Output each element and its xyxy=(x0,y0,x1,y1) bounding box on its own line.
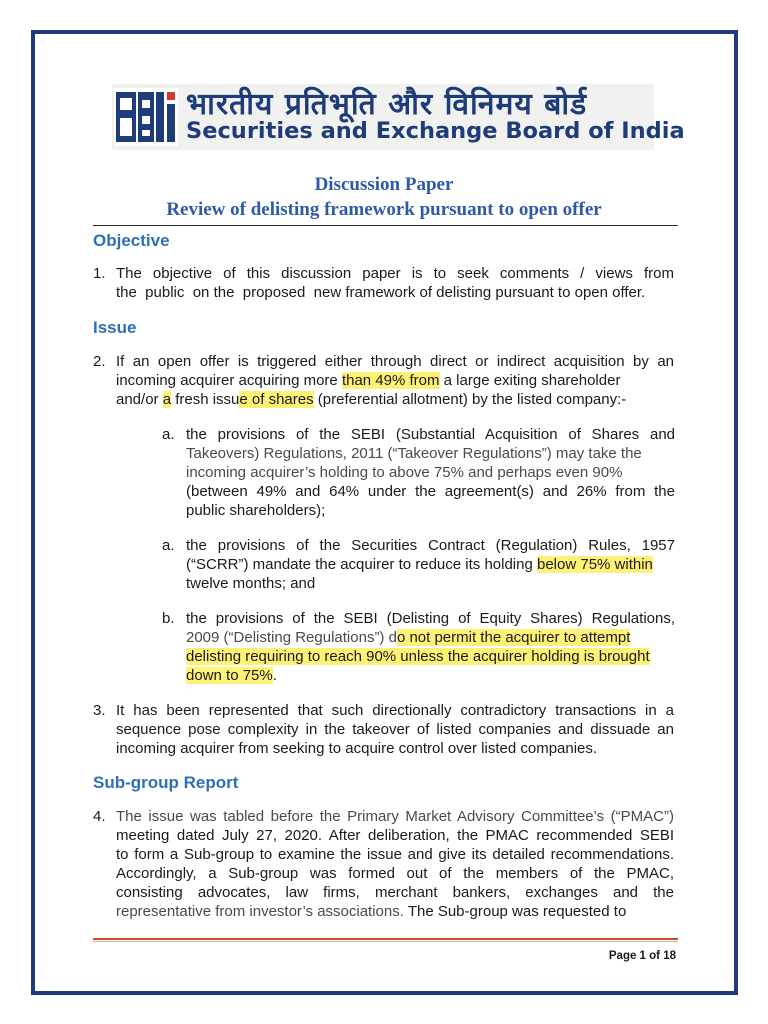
footer-divider xyxy=(93,938,678,940)
subitem-b-line-1: the provisions of the SEBI (Delisting of Equity Shares) Regulations, xyxy=(186,610,675,627)
para-4-line-4: Accordingly, a Sub-group was formed out of the members of the PMAC, xyxy=(116,865,674,882)
subitem-b-line-3 xyxy=(186,648,675,667)
subitem-a1-line-4: (between 49% and 64% under the agreement(s) and 26% from the xyxy=(186,483,675,500)
highlight: below 75% within xyxy=(537,556,653,573)
subitem-a1-line-5: public shareholders); xyxy=(186,502,326,519)
subitem-a2-line-1: the provisions of the Securities Contract (Regulation) Rules, 1957 xyxy=(186,537,675,554)
title-divider xyxy=(93,225,678,226)
subitem-b-line-4: down to 75%. xyxy=(186,667,277,684)
heading-issue: Issue xyxy=(93,318,137,337)
para-3-number: 3. xyxy=(93,702,106,719)
para-4-line-3: to form a Sub-group to examine the issue and give its detailed recommendations. xyxy=(116,846,674,863)
para-3-line-2: sequence pose complexity in the takeover of listed companies and dissuade an xyxy=(116,721,674,738)
para-3-line-3: incoming acquirer from seeking to acquire control over listed companies. xyxy=(116,740,598,757)
document-type-title: Discussion Paper xyxy=(314,174,454,195)
para-2-line-3: and/or a fresh issue of shares (preferential allotment) by the listed company:- xyxy=(116,391,627,408)
subitem-a2-line-3: twelve months; and xyxy=(186,575,316,592)
logo-hindi-text: भारतीय प्रतिभूति और विनिमय बोर्ड xyxy=(186,87,588,122)
heading-subgroup-report: Sub-group Report xyxy=(93,773,239,792)
document-title: Review of delisting framework pursuant to open offer xyxy=(166,199,602,220)
footer-divider-light xyxy=(93,941,678,942)
subitem-a1-line-2: Takeovers) Regulations, 2011 (“Takeover Regulations”) may take the xyxy=(186,445,642,462)
highlight: e of shares xyxy=(239,391,314,408)
highlight: o not permit the acquirer to attempt xyxy=(396,629,631,646)
para-1-number: 1. xyxy=(93,265,106,282)
logo-english-text: Securities and Exchange Board of India xyxy=(186,118,685,144)
subitem-a1-line-1: the provisions of the SEBI (Substantial Acquisition of Shares and xyxy=(186,426,675,443)
sebi-logo xyxy=(112,84,685,150)
subitem-a1-label: a. xyxy=(162,426,175,443)
para-2-line-2: incoming acquirer acquiring more than 49% from a large exiting shareholder xyxy=(116,372,621,389)
highlight: than 49% from xyxy=(341,372,440,389)
highlight: down to 75% xyxy=(186,667,273,684)
para-4-number: 4. xyxy=(93,808,106,825)
heading-objective: Objective xyxy=(93,231,170,250)
para-2-line-1: If an open offer is triggered either through direct or indirect acquisition by an xyxy=(116,353,674,370)
subitem-a2-label: a. xyxy=(162,537,175,554)
para-4-line-2: meeting dated July 27, 2020. After deliberation, the PMAC recommended SEBI xyxy=(116,827,674,844)
para-4-line-6: representative from investor’s associations. The Sub-group was requested to xyxy=(116,903,627,920)
para-4-line-1: The issue was tabled before the Primary Market Advisory Committee’s (“PMAC”) xyxy=(116,808,674,825)
para-1-line-2: the public on the proposed new framework of delisting pursuant to open offer. xyxy=(116,284,646,301)
para-1-line-1: The objective of this discussion paper is to seek comments / views from xyxy=(116,265,674,282)
para-2-number: 2. xyxy=(93,353,106,370)
page-number: Page 1 of 18 xyxy=(608,950,676,962)
subitem-b-label: b. xyxy=(162,610,175,627)
para-3-line-1: It has been represented that such directionally contradictory transactions in a xyxy=(116,702,674,719)
para-4-line-5: consisting advocates, law firms, merchant bankers, exchanges and the xyxy=(116,884,674,901)
subitem-a1-line-3: incoming acquirer’s holding to above 75% and perhaps even 90% xyxy=(186,464,623,481)
highlight: delisting requiring to reach 90% unless the acquirer holding is brought xyxy=(186,648,650,665)
highlight: a xyxy=(162,391,172,408)
sebi-emblem-icon xyxy=(114,88,178,146)
subitem-b-line-2: 2009 (“Delisting Regulations”) do not permit the acquirer to attempt xyxy=(186,629,631,646)
subitem-a2-line-2: (“SCRR”) mandate the acquirer to reduce its holding below 75% within xyxy=(186,556,653,573)
